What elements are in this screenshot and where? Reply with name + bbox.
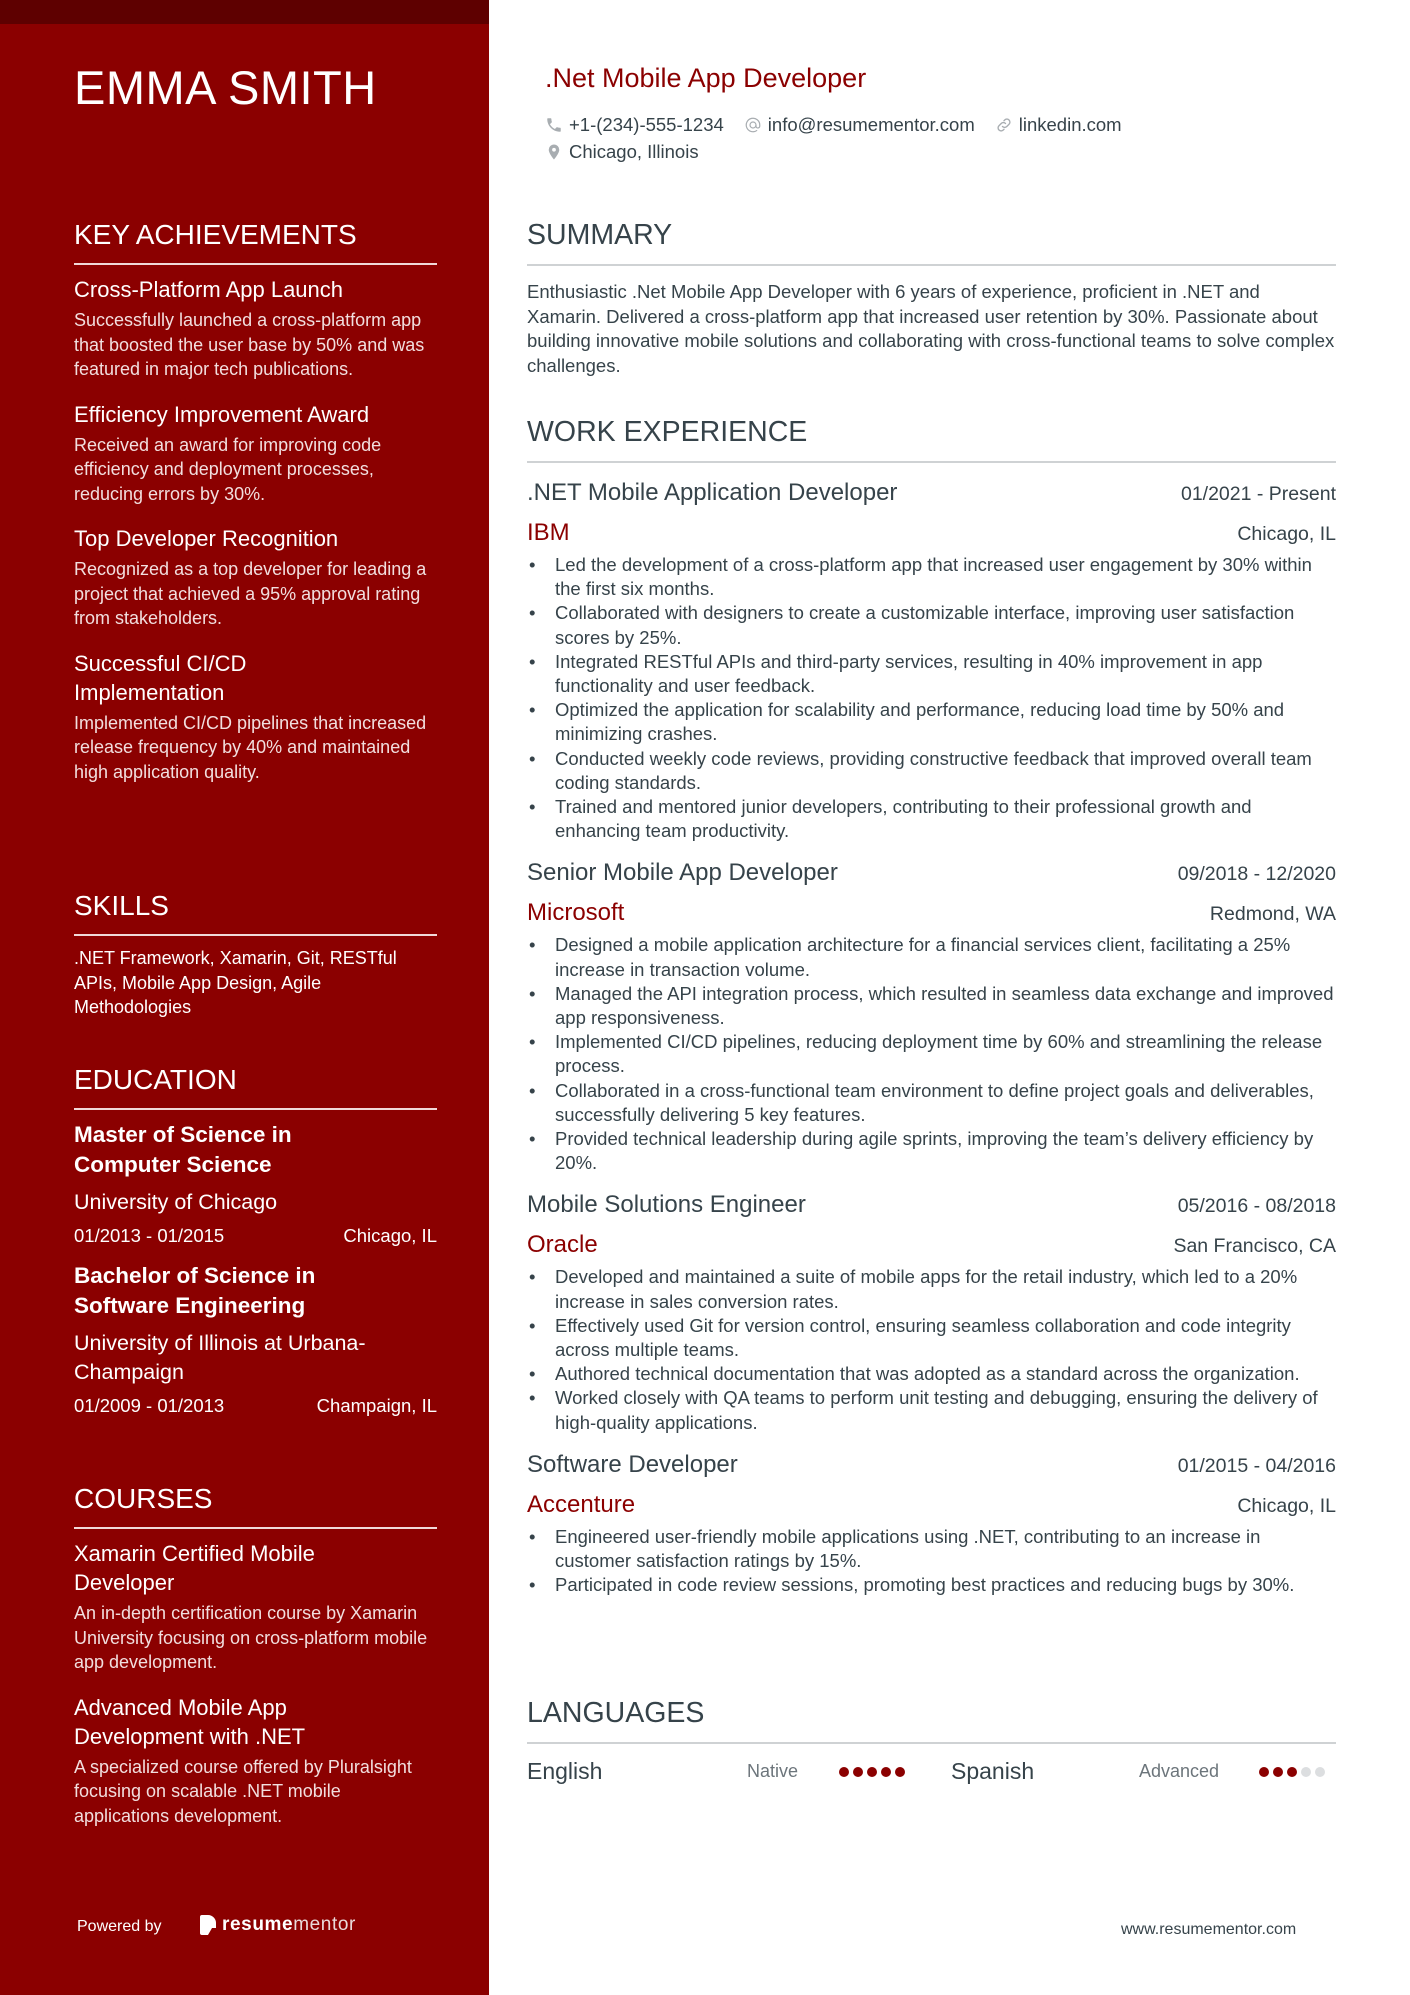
brand-name-bold: resume: [222, 1914, 294, 1935]
job-bullet: • Optimized the application for scalability and performance, reducing load time by 50% and minimizing crashes.: [527, 698, 1336, 746]
key-achievements-heading: KEY ACHIEVEMENTS: [74, 219, 437, 265]
footer-website-link[interactable]: www.resumementor.com: [1121, 1921, 1297, 1938]
job-bullet: • Managed the API integration process, which resulted in seamless data exchange and improved app responsiveness.: [527, 982, 1336, 1030]
proficiency-dot-filled: [867, 1767, 877, 1777]
skills-heading: SKILLS: [74, 890, 437, 936]
education-school: University of Chicago: [74, 1190, 278, 1214]
languages-row: [527, 1758, 1336, 1785]
job-location: Chicago, IL: [1237, 523, 1336, 545]
job-company-row: [527, 1221, 1336, 1261]
job-header: [527, 1189, 1336, 1221]
education-location: Champaign, IL: [316, 1395, 437, 1416]
education-section: [74, 1064, 437, 1431]
job-dates: 01/2021 - Present: [1180, 483, 1336, 505]
job-company: Accenture: [527, 1490, 636, 1518]
language-proficiency-dots: [839, 1767, 951, 1777]
education-degree: Bachelor of Science in Software Engineering: [74, 1263, 316, 1318]
job-bullet: • Authored technical documentation that was adopted as a standard across the organization.: [527, 1362, 1336, 1386]
job-company-row: [527, 889, 1336, 929]
education-location: Chicago, IL: [343, 1225, 437, 1246]
proficiency-dot-empty: [1315, 1767, 1325, 1777]
achievement-item: [74, 275, 437, 382]
contact-location: [545, 141, 699, 163]
contact-phone: [545, 114, 724, 136]
education-dates: 01/2013 - 01/2015: [74, 1225, 225, 1246]
job-bullet: • Collaborated with designers to create a customizable interface, improving user satisfaction scores by 25%.: [527, 601, 1336, 649]
candidate-name: EMMA SMITH: [74, 61, 377, 114]
job-bullet: • Designed a mobile application architecture for a financial services client, facilitating a 25% increase in transaction volume.: [527, 933, 1336, 981]
job-bullet: • Effectively used Git for version control, ensuring seamless collaboration and code integrity across multiple teams.: [527, 1314, 1336, 1362]
job-bullet: • Trained and mentored junior developers, contributing to their professional growth and enhancing team productivity.: [527, 795, 1336, 843]
proficiency-dot-filled: [881, 1767, 891, 1777]
job-bullet: • Conducted weekly code reviews, providing constructive feedback that improved overall team coding standards.: [527, 747, 1336, 795]
achievement-title: Cross-Platform App Launch: [74, 277, 344, 302]
proficiency-dot-filled: [895, 1767, 905, 1777]
achievement-description: Implemented CI/CD pipelines that increased release frequency by 40% and maintained high application quality.: [74, 712, 427, 782]
achievement-description: Recognized as a top developer for leading a project that achieved a 95% approval rating from stakeholders.: [74, 559, 427, 628]
job-bullet: • Participated in code review sessions, promoting best practices and reducing bugs by 30%.: [527, 1573, 1336, 1597]
phone-icon: [545, 116, 563, 134]
language-level: Advanced: [1139, 1761, 1220, 1781]
job-company: IBM: [527, 519, 570, 546]
key-achievements-section: [74, 219, 437, 802]
achievement-description: Successfully launched a cross-platform app that boosted the user base by 50% and was featured in major tech publications.: [74, 310, 425, 379]
job-location: Chicago, IL: [1237, 1494, 1336, 1517]
education-item: [74, 1120, 437, 1247]
work-experience-heading: WORK EXPERIENCE: [527, 416, 1336, 463]
proficiency-dot-filled: [1273, 1767, 1283, 1777]
summary-heading: SUMMARY: [527, 219, 1336, 266]
course-description: A specialized course offered by Pluralsight focusing on scalable .NET mobile applications development.: [74, 1756, 412, 1826]
job-header: [527, 477, 1336, 509]
work-experience-section: [527, 416, 1336, 1612]
email-address[interactable]: info@resumementor.com: [767, 114, 975, 135]
achievement-title: Successful CI/CD Implementation: [74, 650, 247, 705]
proficiency-dot-filled: [853, 1767, 863, 1777]
phone-number: +1-(234)-555-1234: [569, 114, 724, 135]
course-item: [74, 1539, 437, 1675]
proficiency-dot-filled: [1287, 1767, 1297, 1777]
education-degree: Master of Science in Computer Science: [74, 1122, 292, 1177]
skills-list: .NET Framework, Xamarin, Git, RESTful APIs, Mobile App Design, Agile Methodologies: [74, 948, 397, 1017]
education-heading: EDUCATION: [74, 1064, 437, 1110]
job-bullet: • Worked closely with QA teams to perform unit testing and debugging, ensuring the delivery of high-quality applications.: [527, 1386, 1336, 1434]
contact-linkedin[interactable]: [995, 114, 1122, 136]
job-header: [527, 857, 1336, 889]
course-item: [74, 1693, 437, 1829]
achievement-item: [74, 524, 437, 631]
job-location: San Francisco, CA: [1173, 1235, 1336, 1258]
job-entry: [527, 857, 1336, 1175]
map-pin-icon: [545, 143, 563, 161]
proficiency-dot-filled: [839, 1767, 849, 1777]
job-bullet: • Implemented CI/CD pipelines, reducing deployment time by 60% and streamlining the release process.: [527, 1030, 1336, 1078]
job-company-row: [527, 509, 1336, 549]
language-proficiency-dots: [1259, 1767, 1325, 1777]
sidebar-top-bar: [0, 0, 489, 24]
job-location: Redmond, WA: [1209, 903, 1336, 926]
language-name: English: [527, 1758, 603, 1784]
achievement-description: Received an award for improving code efficiency and deployment processes, reducing errors by 30%.: [74, 434, 382, 504]
education-item: [74, 1261, 437, 1417]
language-level: Native: [747, 1761, 799, 1781]
job-bullet: • Integrated RESTful APIs and third-party services, resulting in 40% improvement in app functionality and user feedback.: [527, 650, 1336, 698]
job-bullets: [527, 553, 1336, 843]
proficiency-dot-empty: [1301, 1767, 1311, 1777]
job-entry: [527, 1189, 1336, 1434]
job-entry: [527, 1449, 1336, 1598]
brand-name-light: mentor: [293, 1914, 356, 1935]
job-company: Oracle: [527, 1231, 598, 1259]
courses-heading: COURSES: [74, 1483, 437, 1529]
courses-section: [74, 1483, 437, 1846]
job-header: [527, 1449, 1336, 1481]
job-role: .NET Mobile Application Developer: [527, 479, 898, 506]
powered-by-label: Powered by: [77, 1918, 162, 1935]
languages-heading: LANGUAGES: [527, 1697, 1336, 1744]
proficiency-dot-filled: [1259, 1767, 1269, 1777]
at-icon: [744, 116, 762, 134]
achievement-title: Efficiency Improvement Award: [74, 401, 370, 427]
resumementor-logo[interactable]: [200, 1914, 356, 1936]
language-name: Spanish: [951, 1758, 1035, 1784]
contact-row: [545, 114, 1122, 136]
job-bullet: • Led the development of a cross-platform app that increased user engagement by 30% within the first six months.: [527, 553, 1336, 601]
link-icon: [995, 116, 1013, 134]
job-bullet: • Collaborated in a cross-functional team environment to define project goals and deliverables, successfully delivering 5 key features.: [527, 1079, 1336, 1127]
job-company: Microsoft: [527, 899, 625, 927]
achievement-title: Top Developer Recognition: [74, 526, 339, 551]
job-dates: 09/2018 - 12/2020: [1177, 863, 1336, 886]
achievement-item: [74, 400, 437, 507]
education-dates: 01/2009 - 01/2013: [74, 1395, 225, 1416]
sidebar: [0, 0, 489, 1995]
target-job-title: .Net Mobile App Developer: [545, 63, 867, 93]
job-role: Software Developer: [527, 1450, 738, 1478]
education-meta: [74, 1395, 437, 1417]
job-bullets: [527, 1265, 1336, 1434]
education-meta: [74, 1225, 437, 1247]
contact-email[interactable]: [744, 114, 975, 136]
course-description: An in-depth certification course by Xamarin University focusing on cross-platform mobile app development.: [74, 1603, 428, 1672]
job-company-row: [527, 1481, 1336, 1521]
job-dates: 01/2015 - 04/2016: [1177, 1454, 1336, 1477]
resumementor-logo-icon: [200, 1915, 216, 1935]
course-title: Advanced Mobile App Development with .NET: [74, 1694, 306, 1749]
job-bullet: • Developed and maintained a suite of mobile apps for the retail industry, which led to a 20% increase in sales conversion rates.: [527, 1265, 1336, 1313]
course-title: Xamarin Certified Mobile Developer: [74, 1541, 315, 1595]
linkedin-link[interactable]: linkedin.com: [1018, 114, 1122, 135]
job-role: Senior Mobile App Developer: [527, 859, 838, 887]
education-school: University of Illinois at Urbana-Champaign: [74, 1331, 366, 1384]
job-bullets: [527, 933, 1336, 1175]
brand-name: [222, 1914, 356, 1936]
location-row: [545, 141, 699, 163]
job-bullets: [527, 1525, 1336, 1598]
job-entry: [527, 477, 1336, 843]
job-role: Mobile Solutions Engineer: [527, 1191, 806, 1219]
summary-section: [527, 219, 1336, 378]
job-bullet: • Provided technical leadership during agile sprints, improving the team’s delivery efficiency by 20%.: [527, 1127, 1336, 1175]
job-dates: 05/2016 - 08/2018: [1177, 1195, 1336, 1218]
location-text: Chicago, Illinois: [569, 141, 699, 162]
languages-section: [527, 1697, 1336, 1785]
summary-text: Enthusiastic .Net Mobile App Developer with 6 years of experience, proficient in .NET and Xamarin. Delivered a cross-platform app that increased user retention by 30%. Passionate about building innovative mobile solutions and collaborating with cross-functional teams to solve complex challenges.: [527, 281, 1335, 376]
skills-section: [74, 890, 437, 1020]
achievement-item: [74, 649, 437, 785]
job-bullet: • Engineered user-friendly mobile applications using .NET, contributing to an increase in customer satisfaction ratings by 15%.: [527, 1525, 1336, 1573]
